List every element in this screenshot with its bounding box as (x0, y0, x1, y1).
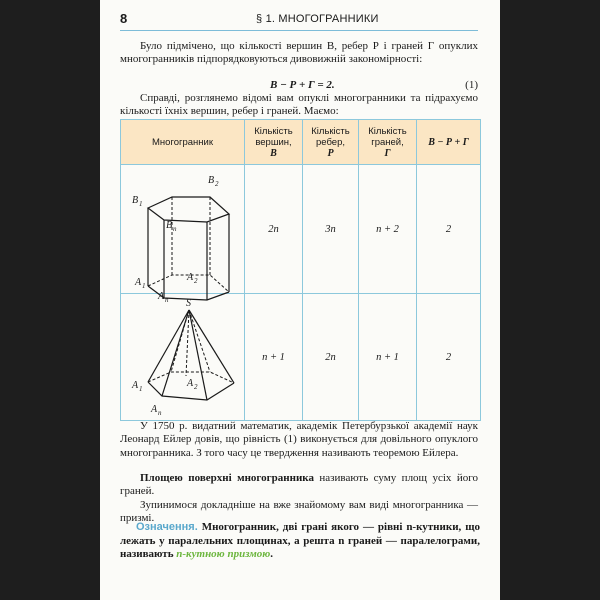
prism-faces: n + 2 (359, 165, 417, 294)
prism-figure (124, 167, 242, 304)
label-an-sub: n (164, 296, 168, 304)
header-edges-label: Кількість ребер, (311, 125, 350, 148)
prism-vertices: 2n (245, 165, 303, 294)
header-faces-symbol: Г (384, 147, 391, 159)
pyramid-figure-cell (121, 294, 245, 421)
label-an: A (157, 291, 164, 302)
header-faces-label: Кількість граней, (368, 125, 407, 148)
label-a1-sub: 1 (138, 385, 142, 393)
definition-keyword: Означення. (136, 521, 198, 533)
label-an-sub: n (157, 409, 161, 417)
definition-term: n-кутною призмою (176, 548, 271, 561)
label-a1-sub: 1 (141, 282, 145, 290)
table-header-row (121, 120, 481, 165)
polyhedra-table (120, 119, 481, 421)
header-vertices (245, 120, 303, 165)
formula-expression: В − Р + Г = 2. (270, 79, 335, 91)
pyramid-edges: 2n (303, 294, 359, 421)
label-an: A (150, 404, 157, 415)
table-row (121, 294, 481, 421)
paragraph-table-intro: Справді, розглянемо відомі вам опуклі многогранники та підрахуємо кількості їхніх вершин, ребер і граней. Маємо: (120, 92, 478, 118)
label-a2: A (186, 378, 193, 389)
page-number: 8 (120, 11, 128, 26)
header-euler (417, 120, 481, 165)
header-polyhedron: Многогранник (121, 120, 245, 165)
label-b2-sub: 2 (214, 180, 218, 188)
label-bn: B (165, 220, 172, 231)
section-title: § 1. МНОГОГРАННИКИ (256, 13, 379, 25)
prism-euler: 2 (417, 165, 481, 294)
label-b1-sub: 1 (138, 200, 142, 208)
prism-definition (120, 521, 480, 562)
formula-number: (1) (465, 79, 478, 91)
header-faces (359, 120, 417, 165)
surface-area-term: Площею поверхні многогранника (140, 472, 314, 484)
page-header (120, 10, 478, 31)
definition-end: . (270, 548, 274, 561)
prism-figure-cell (121, 165, 245, 304)
textbook-page (100, 0, 500, 600)
header-euler-expression: В − Р + Г (428, 136, 469, 148)
paragraph-prism-intro: Зупинимося докладніше на вже знайомому вам виді многогранника — призмі. (120, 499, 478, 525)
pyramid-faces: n + 1 (359, 294, 417, 421)
label-bn-sub: n (172, 225, 176, 233)
table-row (121, 165, 481, 294)
header-vertices-label: Кількість вершин, (254, 125, 293, 148)
label-b1: B (131, 195, 138, 206)
surface-area-text: називають суму площ усіх його граней. (120, 472, 478, 498)
label-a1: A (134, 277, 141, 288)
label-a1: A (131, 380, 138, 391)
paragraph-surface-area (120, 472, 478, 499)
header-edges-symbol: Р (327, 147, 334, 159)
definition-text: Многогранник, дві грані якого — рівні n-кутники, що лежать у паралельних площинах, а решта n граней — паралелограми, називають (120, 521, 480, 561)
paragraph-euler-history: У 1750 р. видатний математик, академік Петербурзької академії наук Леонард Ейлер довів, що рівність (1) виконується для довільного опуклого многогранника. З того часу це твердження називають теоремою Ейлера. (120, 420, 478, 459)
pyramid-euler: 2 (417, 294, 481, 421)
header-edges (303, 120, 359, 165)
pyramid-vertices: n + 1 (245, 294, 303, 421)
label-b2: B (207, 175, 214, 186)
label-a2-sub: 2 (193, 277, 197, 285)
label-s: S (185, 298, 191, 309)
header-vertices-symbol: В (270, 147, 277, 159)
prism-edges: 3n (303, 165, 359, 294)
label-a2: A (186, 272, 193, 283)
pyramid-figure (124, 296, 242, 418)
label-a2-sub: 2 (193, 383, 197, 391)
paragraph-intro: Було підмічено, що кількості вершин В, ребер Р і граней Г опуклих многогранників підпорядковуються дивовижній закономірності: (120, 40, 478, 66)
